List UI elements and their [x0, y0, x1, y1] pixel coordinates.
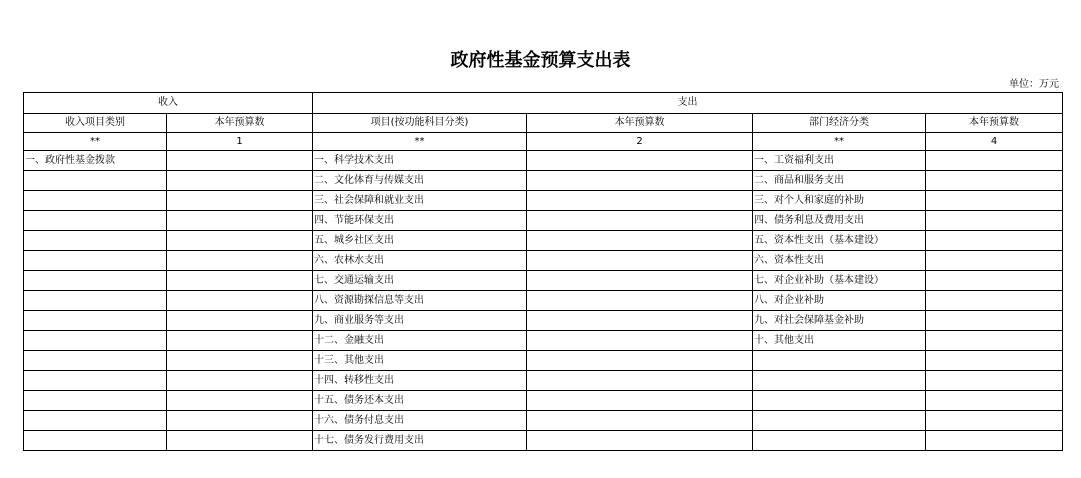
table-row	[24, 191, 1063, 211]
table-cell	[167, 371, 313, 391]
column-header: 本年预算数	[167, 114, 313, 133]
table-cell	[926, 231, 1063, 251]
table-cell	[167, 211, 313, 231]
table-cell	[527, 411, 753, 431]
table-row	[24, 231, 1063, 251]
column-code: 1	[167, 133, 313, 151]
table-cell: 三、对个人和家庭的补助	[753, 191, 926, 211]
table-cell	[24, 411, 167, 431]
table-cell	[167, 231, 313, 251]
page-title: 政府性基金预算支出表	[450, 50, 631, 71]
table-row	[24, 371, 1063, 391]
table-cell	[753, 431, 926, 451]
table-cell	[926, 251, 1063, 271]
table-cell: 一、工资福利支出	[753, 151, 926, 171]
table-cell	[167, 291, 313, 311]
unit-label: 单位：万元	[1009, 79, 1059, 90]
table-cell	[24, 331, 167, 351]
table-cell: 二、商品和服务支出	[753, 171, 926, 191]
table-cell: 七、对企业补助（基本建设）	[753, 271, 926, 291]
table-cell	[527, 151, 753, 171]
table-cell	[926, 351, 1063, 371]
table-cell: 六、资本性支出	[753, 251, 926, 271]
table-cell	[926, 171, 1063, 191]
table-cell	[527, 251, 753, 271]
table-cell	[24, 371, 167, 391]
column-code: 4	[926, 133, 1063, 151]
column-header: 项目(按功能科目分类)	[313, 114, 527, 133]
table-cell	[167, 431, 313, 451]
group-header-row	[24, 93, 1063, 114]
table-cell	[167, 351, 313, 371]
table-cell: 十六、债务付息支出	[313, 411, 527, 431]
column-header: 本年预算数	[527, 114, 753, 133]
code-row	[24, 133, 1063, 151]
table-cell	[527, 351, 753, 371]
table-row	[24, 351, 1063, 371]
table-cell: 三、社会保障和就业支出	[313, 191, 527, 211]
table-cell	[167, 191, 313, 211]
table-cell: 八、对企业补助	[753, 291, 926, 311]
table-cell: 七、交通运输支出	[313, 271, 527, 291]
table-cell	[926, 431, 1063, 451]
table-cell	[167, 151, 313, 171]
table-row	[24, 311, 1063, 331]
table-cell	[24, 231, 167, 251]
table-cell	[167, 331, 313, 351]
table-row	[24, 411, 1063, 431]
table-cell	[24, 191, 167, 211]
table-row	[24, 331, 1063, 351]
column-code: 2	[527, 133, 753, 151]
column-header: 收入项目类别	[24, 114, 167, 133]
table-cell	[527, 311, 753, 331]
table-cell	[926, 411, 1063, 431]
table-cell	[167, 391, 313, 411]
column-code: **	[753, 133, 926, 151]
table-cell: 十三、其他支出	[313, 351, 527, 371]
table-cell	[24, 171, 167, 191]
table-cell: 九、对社会保障基金补助	[753, 311, 926, 331]
table-cell	[753, 391, 926, 411]
table-cell	[24, 391, 167, 411]
table-row	[24, 431, 1063, 451]
table-cell	[24, 351, 167, 371]
table-cell: 四、债务利息及费用支出	[753, 211, 926, 231]
table-cell: 二、文化体育与传媒支出	[313, 171, 527, 191]
table-cell	[527, 231, 753, 251]
table-cell	[527, 211, 753, 231]
table-row	[24, 171, 1063, 191]
table-cell	[24, 251, 167, 271]
table-cell	[527, 291, 753, 311]
table-cell	[753, 411, 926, 431]
table-row	[24, 211, 1063, 231]
expense-header: 支出	[313, 93, 1063, 114]
table-row	[24, 251, 1063, 271]
table-cell: 十四、转移性支出	[313, 371, 527, 391]
table-cell	[24, 291, 167, 311]
table-cell	[24, 271, 167, 291]
table-row	[24, 271, 1063, 291]
table-cell	[527, 191, 753, 211]
table-cell	[167, 411, 313, 431]
table-cell	[926, 331, 1063, 351]
table-cell	[753, 351, 926, 371]
table-cell: 五、资本性支出（基本建设）	[753, 231, 926, 251]
table-cell	[24, 311, 167, 331]
table-cell	[926, 271, 1063, 291]
table-cell	[926, 191, 1063, 211]
budget-table	[23, 92, 1063, 451]
table-cell	[753, 371, 926, 391]
column-header: 本年预算数	[926, 114, 1063, 133]
table-cell	[926, 371, 1063, 391]
table-cell: 九、商业服务等支出	[313, 311, 527, 331]
table-cell	[527, 171, 753, 191]
table-cell	[926, 211, 1063, 231]
column-code: **	[24, 133, 167, 151]
table-row	[24, 151, 1063, 171]
table-cell: 十二、金融支出	[313, 331, 527, 351]
table-cell	[527, 431, 753, 451]
table-cell	[926, 291, 1063, 311]
table-cell: 五、城乡社区支出	[313, 231, 527, 251]
table-cell	[167, 311, 313, 331]
table-cell	[167, 251, 313, 271]
table-cell: 六、农林水支出	[313, 251, 527, 271]
table-cell: 一、科学技术支出	[313, 151, 527, 171]
table-cell	[24, 211, 167, 231]
table-cell	[926, 391, 1063, 411]
table-cell	[527, 331, 753, 351]
table-cell	[527, 391, 753, 411]
table-cell: 一、政府性基金拨款	[24, 151, 167, 171]
table-cell: 四、节能环保支出	[313, 211, 527, 231]
table-cell	[527, 271, 753, 291]
income-header: 收入	[24, 93, 313, 114]
column-header: 部门经济分类	[753, 114, 926, 133]
table-row	[24, 291, 1063, 311]
column-header-row	[24, 114, 1063, 133]
table-cell	[527, 371, 753, 391]
table-row	[24, 391, 1063, 411]
table-cell: 十七、债务发行费用支出	[313, 431, 527, 451]
table-cell	[24, 431, 167, 451]
table-cell: 八、资源勘探信息等支出	[313, 291, 527, 311]
table-cell	[926, 151, 1063, 171]
table-cell	[926, 311, 1063, 331]
table-cell: 十五、债务还本支出	[313, 391, 527, 411]
table-cell	[167, 271, 313, 291]
column-code: **	[313, 133, 527, 151]
table-cell: 十、其他支出	[753, 331, 926, 351]
table-cell	[167, 171, 313, 191]
